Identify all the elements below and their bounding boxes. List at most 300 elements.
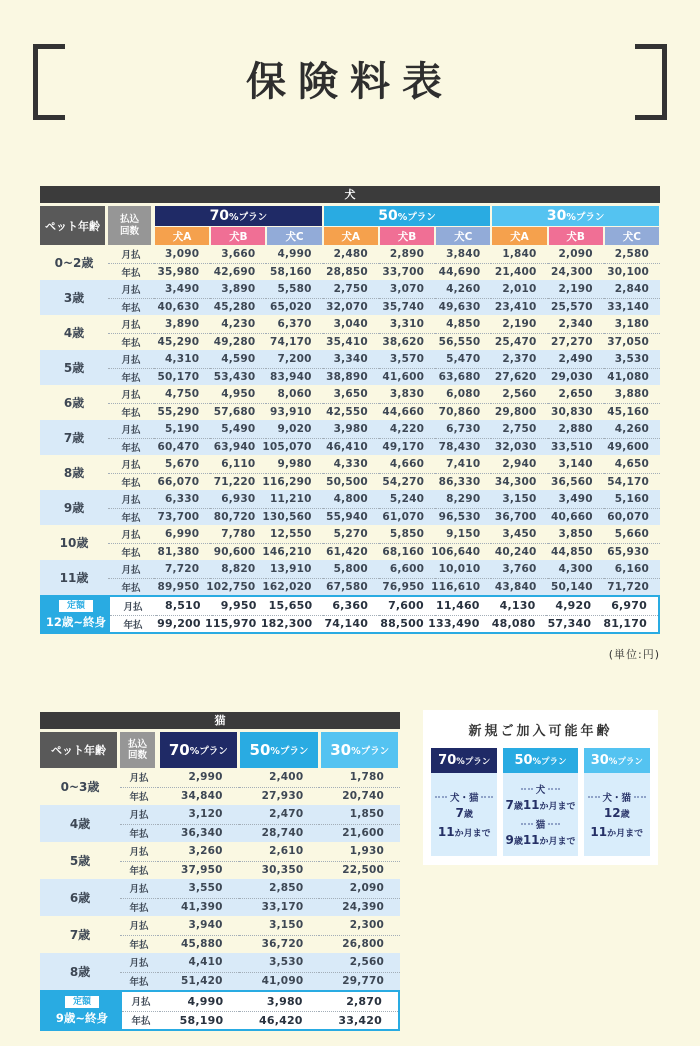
premium-value: 4,650 — [614, 457, 649, 470]
premium-value: 2,560 — [349, 956, 384, 969]
age-cell — [40, 916, 120, 953]
premium-value: 89,950 — [154, 578, 210, 596]
premium-value: 3,090 — [165, 247, 200, 260]
premium-value: 40,630 — [154, 298, 210, 316]
premium-value: 3,650 — [333, 387, 368, 400]
premium-value: 29,030 — [548, 368, 604, 386]
yearly-label: 年払 — [120, 972, 158, 991]
premium-value: 24,390 — [319, 898, 400, 917]
premium-value: 2,370 — [502, 352, 537, 365]
yearly-label: 年払 — [108, 263, 154, 281]
age-label: 4歳 — [63, 326, 85, 340]
premium-value: 2,480 — [333, 247, 368, 260]
premium-value: 43,840 — [491, 578, 547, 596]
dog-row — [40, 455, 660, 490]
age-label: 4歳 — [69, 817, 91, 831]
age-cell — [40, 245, 108, 280]
monthly-label: 月払 — [121, 249, 141, 261]
dog-table-header — [40, 206, 660, 245]
premium-value: 3,660 — [221, 247, 256, 260]
premium-value: 2,890 — [389, 247, 425, 260]
premium-value: 12,550 — [269, 527, 312, 540]
premium-value: 2,090 — [349, 882, 384, 895]
premium-value: 44,850 — [548, 543, 604, 561]
yearly-label: 年払 — [108, 508, 154, 526]
premium-value: 35,740 — [379, 298, 435, 316]
premium-value: 3,880 — [614, 387, 649, 400]
premium-value: 73,700 — [154, 508, 210, 526]
cat-row — [40, 953, 400, 990]
premium-value: 2,610 — [269, 845, 304, 858]
monthly-label: 月払 — [121, 494, 141, 506]
age-label: 9歳~終身 — [55, 1010, 109, 1025]
premium-value: 3,760 — [502, 562, 537, 575]
age-cell — [40, 420, 108, 455]
premium-value: 2,490 — [558, 352, 593, 365]
premium-value: 106,640 — [435, 543, 491, 561]
premium-value: 11,460 — [436, 599, 480, 613]
age-cell — [40, 560, 108, 595]
premium-value: 4,990 — [187, 994, 224, 1008]
bracket-right-decoration — [635, 44, 667, 120]
premium-value: 2,300 — [349, 919, 384, 932]
dog-subheader-50-犬C: 犬C — [436, 227, 490, 245]
premium-value: 11,210 — [269, 492, 312, 505]
cat-row — [40, 990, 400, 1031]
premium-value: 28,850 — [323, 263, 379, 281]
premium-value: 162,020 — [266, 578, 322, 596]
monthly-label: 月払 — [121, 284, 141, 296]
age-label: 3歳 — [63, 291, 85, 305]
premium-value: 6,370 — [277, 317, 312, 330]
dog-subheader-30-犬A: 犬A — [492, 227, 546, 245]
animal-label: 犬 — [521, 782, 561, 796]
premium-value: 105,070 — [266, 438, 322, 456]
premium-value: 44,660 — [379, 403, 435, 421]
premium-value: 65,930 — [604, 543, 660, 561]
dotted-divider — [548, 788, 560, 790]
premium-value: 33,140 — [604, 298, 660, 316]
premium-value: 76,950 — [379, 578, 435, 596]
age-cell — [42, 992, 122, 1029]
age-limit: 12歳 — [603, 806, 630, 820]
premium-value: 81,380 — [154, 543, 210, 561]
dog-row — [40, 280, 660, 315]
premium-value: 146,210 — [266, 543, 322, 561]
premium-value: 35,980 — [154, 263, 210, 281]
premium-value: 61,420 — [323, 543, 379, 561]
age-cell — [40, 879, 120, 916]
premium-value: 6,730 — [446, 422, 481, 435]
dog-plan-header-50: 50 %プラン — [324, 206, 491, 226]
premium-value: 38,620 — [379, 333, 435, 351]
yearly-label: 年払 — [120, 787, 158, 806]
premium-value: 1,780 — [349, 771, 384, 784]
premium-value: 133,490 — [435, 615, 491, 633]
dog-subheader-70-犬C: 犬C — [267, 227, 321, 245]
cat-row — [40, 842, 400, 879]
premium-value: 4,850 — [446, 317, 481, 330]
premium-value: 2,750 — [502, 422, 537, 435]
premium-value: 3,310 — [389, 317, 425, 330]
age-cell — [40, 525, 108, 560]
monthly-label: 月払 — [129, 773, 149, 785]
premium-value: 36,700 — [491, 508, 547, 526]
premium-value: 4,330 — [333, 457, 368, 470]
monthly-label: 月払 — [129, 810, 149, 822]
age-cell — [40, 768, 120, 805]
premium-value: 55,290 — [154, 403, 210, 421]
cat-table-body — [40, 768, 400, 1031]
premium-value: 25,470 — [491, 333, 547, 351]
premium-value: 13,910 — [269, 562, 312, 575]
premium-value: 8,290 — [446, 492, 481, 505]
premium-value: 33,420 — [319, 1011, 398, 1030]
age-limit: 9歳11か月まで — [505, 832, 576, 847]
premium-value: 41,390 — [158, 898, 239, 917]
premium-value: 3,260 — [188, 845, 223, 858]
animal-label: 犬・猫 — [588, 790, 647, 804]
yearly-label: 年払 — [108, 333, 154, 351]
premium-value: 2,470 — [269, 808, 304, 821]
premium-value: 44,690 — [435, 263, 491, 281]
premium-value: 6,990 — [165, 527, 200, 540]
cat-plan-header-30: 30 %プラン — [321, 732, 399, 768]
premium-value: 32,030 — [491, 438, 547, 456]
age-label: 8歳 — [63, 466, 85, 480]
premium-value: 8,510 — [164, 599, 201, 613]
premium-value: 4,660 — [389, 457, 425, 470]
age-label: 0~3歳 — [60, 780, 100, 794]
animal-label: 犬・猫 — [435, 790, 494, 804]
dog-price-table — [40, 186, 660, 662]
monthly-label: 月払 — [121, 389, 141, 401]
premium-value: 4,800 — [333, 492, 368, 505]
premium-value: 86,330 — [435, 473, 491, 491]
premium-value: 81,170 — [602, 615, 658, 633]
payment-count-header: 払込 回数 — [120, 732, 155, 768]
cat-row — [40, 916, 400, 953]
premium-value: 5,190 — [165, 422, 200, 435]
premium-value: 45,880 — [158, 935, 239, 954]
premium-value: 49,280 — [210, 333, 266, 351]
premium-value: 42,690 — [210, 263, 266, 281]
premium-value: 3,940 — [188, 919, 223, 932]
premium-value: 116,290 — [266, 473, 322, 491]
premium-value: 3,180 — [614, 317, 649, 330]
premium-value: 3,490 — [165, 282, 200, 295]
premium-value: 99,200 — [156, 615, 212, 633]
dotted-divider — [481, 796, 493, 798]
age-label: 8歳 — [69, 965, 91, 979]
premium-value: 8,060 — [277, 387, 312, 400]
premium-value: 9,150 — [446, 527, 481, 540]
premium-value: 41,080 — [604, 368, 660, 386]
monthly-label: 月払 — [129, 847, 149, 859]
eligibility-plan-header-70: 70 %プラン — [431, 748, 497, 773]
monthly-label: 月払 — [121, 424, 141, 436]
premium-value: 6,080 — [446, 387, 481, 400]
monthly-label: 月払 — [129, 884, 149, 896]
eligibility-body — [431, 773, 497, 856]
premium-value: 5,850 — [389, 527, 425, 540]
premium-value: 3,340 — [333, 352, 368, 365]
premium-value: 3,530 — [614, 352, 649, 365]
premium-value: 3,840 — [446, 247, 481, 260]
premium-value: 7,600 — [388, 599, 424, 613]
age-label: 9歳 — [63, 501, 85, 515]
premium-value: 35,410 — [323, 333, 379, 351]
dotted-divider — [548, 823, 560, 825]
premium-value: 1,840 — [502, 247, 537, 260]
premium-value: 15,650 — [268, 599, 313, 613]
premium-value: 2,340 — [558, 317, 593, 330]
premium-value: 3,980 — [333, 422, 368, 435]
premium-value: 27,620 — [491, 368, 547, 386]
age-cell — [40, 315, 108, 350]
animal-label: 猫 — [521, 817, 561, 831]
age-cell — [40, 280, 108, 315]
premium-value: 70,860 — [435, 403, 491, 421]
dog-table-body — [40, 245, 660, 634]
premium-value: 56,550 — [435, 333, 491, 351]
premium-value: 32,070 — [323, 298, 379, 316]
monthly-label: 月払 — [121, 319, 141, 331]
dog-row — [40, 595, 660, 634]
premium-value: 10,010 — [438, 562, 481, 575]
premium-value: 3,530 — [269, 956, 304, 969]
premium-value: 22,500 — [319, 861, 400, 880]
premium-value: 30,830 — [548, 403, 604, 421]
premium-value: 49,600 — [604, 438, 660, 456]
dotted-divider — [634, 796, 646, 798]
dog-row — [40, 315, 660, 350]
premium-value: 2,650 — [558, 387, 593, 400]
age-limit: 7歳 — [455, 806, 473, 820]
premium-value: 2,190 — [502, 317, 537, 330]
premium-value: 4,260 — [446, 282, 481, 295]
premium-value: 6,110 — [221, 457, 256, 470]
dog-row — [40, 525, 660, 560]
monthly-label: 月払 — [129, 921, 149, 933]
premium-value: 71,720 — [604, 578, 660, 596]
premium-value: 9,980 — [277, 457, 312, 470]
premium-value: 63,680 — [435, 368, 491, 386]
premium-value: 49,630 — [435, 298, 491, 316]
premium-value: 3,070 — [389, 282, 425, 295]
eligibility-body — [584, 773, 650, 856]
age-label: 10歳 — [59, 536, 89, 550]
premium-value: 7,780 — [221, 527, 256, 540]
pet-age-header: ペット年齢 — [40, 206, 105, 245]
premium-value: 5,490 — [221, 422, 256, 435]
premium-value: 33,170 — [239, 898, 320, 917]
dog-subheader-50-犬A: 犬A — [324, 227, 378, 245]
dog-plan-header-70: 70 %プラン — [155, 206, 322, 226]
monthly-label: 月払 — [123, 601, 143, 613]
age-cell — [40, 490, 108, 525]
premium-value: 49,170 — [379, 438, 435, 456]
dotted-divider — [435, 796, 447, 798]
dog-subheader-70-犬A: 犬A — [155, 227, 209, 245]
premium-value: 40,240 — [491, 543, 547, 561]
premium-value: 4,230 — [221, 317, 256, 330]
eligibility-plan-header-30: 30 %プラン — [584, 748, 650, 773]
fixed-rate-badge: 定額 — [59, 600, 93, 612]
premium-value: 36,560 — [548, 473, 604, 491]
eligibility-column-30 — [584, 748, 650, 856]
eligibility-title: 新規ご加入可能年齢 — [468, 724, 613, 739]
premium-value: 30,100 — [604, 263, 660, 281]
monthly-label: 月払 — [121, 564, 141, 576]
monthly-label: 月払 — [121, 354, 141, 366]
premium-value: 5,470 — [446, 352, 481, 365]
premium-value: 37,950 — [158, 861, 239, 880]
premium-value: 3,490 — [558, 492, 593, 505]
cat-row — [40, 768, 400, 805]
dog-subheader-30-犬C: 犬C — [605, 227, 659, 245]
premium-value: 2,880 — [558, 422, 593, 435]
premium-value: 41,090 — [239, 972, 320, 991]
premium-value: 61,070 — [379, 508, 435, 526]
age-label: 7歳 — [63, 431, 85, 445]
cat-table-header — [40, 732, 400, 768]
premium-value: 57,340 — [546, 615, 602, 633]
premium-value: 6,930 — [221, 492, 256, 505]
premium-value: 3,890 — [165, 317, 200, 330]
premium-value: 2,990 — [188, 771, 223, 784]
monthly-label: 月払 — [121, 459, 141, 471]
yearly-label: 年払 — [120, 824, 158, 843]
premium-value: 2,870 — [346, 994, 382, 1008]
premium-value: 1,930 — [349, 845, 384, 858]
premium-value: 45,290 — [154, 333, 210, 351]
premium-value: 6,160 — [614, 562, 649, 575]
premium-value: 83,940 — [266, 368, 322, 386]
premium-value: 23,410 — [491, 298, 547, 316]
premium-value: 130,560 — [266, 508, 322, 526]
premium-value: 2,090 — [558, 247, 593, 260]
premium-value: 74,170 — [266, 333, 322, 351]
premium-value: 115,970 — [212, 615, 268, 633]
premium-value: 3,570 — [389, 352, 425, 365]
cat-row — [40, 805, 400, 842]
premium-value: 50,500 — [323, 473, 379, 491]
premium-value: 4,920 — [555, 599, 592, 613]
premium-value: 2,400 — [269, 771, 304, 784]
dog-row — [40, 350, 660, 385]
dog-row — [40, 490, 660, 525]
premium-value: 116,610 — [435, 578, 491, 596]
premium-value: 33,510 — [548, 438, 604, 456]
premium-value: 2,850 — [269, 882, 304, 895]
dog-subheader-70-犬B: 犬B — [211, 227, 265, 245]
premium-value: 2,840 — [614, 282, 649, 295]
premium-value: 3,890 — [221, 282, 256, 295]
yearly-label: 年払 — [108, 543, 154, 561]
premium-value: 6,360 — [332, 599, 369, 613]
eligibility-plan-header-50: 50 %プラン — [503, 748, 577, 773]
premium-value: 7,720 — [165, 562, 200, 575]
premium-value: 5,580 — [277, 282, 312, 295]
premium-value: 54,270 — [379, 473, 435, 491]
dog-plan-header-30: 30 %プラン — [492, 206, 659, 226]
premium-value: 60,470 — [154, 438, 210, 456]
yearly-label: 年払 — [108, 403, 154, 421]
premium-value: 36,720 — [239, 935, 320, 954]
age-label: 5歳 — [63, 361, 85, 375]
premium-value: 3,450 — [502, 527, 537, 540]
premium-value: 4,590 — [221, 352, 256, 365]
premium-value: 29,800 — [491, 403, 547, 421]
age-limit: 7歳11か月まで — [505, 798, 576, 812]
age-label: 7歳 — [69, 928, 91, 942]
premium-value: 9,020 — [277, 422, 312, 435]
premium-value: 102,750 — [210, 578, 266, 596]
yearly-label: 年払 — [108, 368, 154, 386]
premium-value: 57,680 — [210, 403, 266, 421]
premium-value: 2,560 — [502, 387, 537, 400]
age-cell — [40, 953, 120, 990]
dog-row — [40, 385, 660, 420]
dog-row — [40, 560, 660, 595]
premium-value: 50,170 — [154, 368, 210, 386]
premium-value: 21,600 — [319, 824, 400, 843]
age-cell — [40, 805, 120, 842]
premium-value: 9,950 — [220, 599, 257, 613]
premium-value: 3,550 — [188, 882, 223, 895]
premium-value: 4,410 — [188, 956, 223, 969]
premium-value: 37,050 — [604, 333, 660, 351]
premium-value: 38,890 — [323, 368, 379, 386]
premium-value: 74,140 — [323, 615, 379, 633]
age-cell — [40, 385, 108, 420]
yearly-label: 年払 — [120, 935, 158, 954]
premium-value: 90,600 — [210, 543, 266, 561]
premium-value: 51,420 — [158, 972, 239, 991]
premium-value: 33,700 — [379, 263, 435, 281]
age-label: 5歳 — [69, 854, 91, 868]
cat-plan-header-50: 50 %プラン — [240, 732, 318, 768]
eligibility-column-70 — [431, 748, 497, 856]
premium-value: 55,940 — [323, 508, 379, 526]
premium-value: 7,200 — [277, 352, 312, 365]
age-label: 12歳~終身 — [45, 614, 107, 629]
dog-subheader-50-犬B: 犬B — [380, 227, 434, 245]
premium-value: 2,190 — [558, 282, 593, 295]
premium-value: 7,410 — [446, 457, 481, 470]
cat-price-table — [40, 712, 400, 1031]
dog-table-title: 犬 — [40, 186, 660, 203]
premium-value: 4,950 — [221, 387, 256, 400]
premium-value: 4,130 — [499, 599, 536, 613]
premium-value: 60,070 — [604, 508, 660, 526]
yearly-label: 年払 — [122, 1011, 160, 1030]
monthly-label: 月払 — [121, 529, 141, 541]
age-limit: 11か月まで — [437, 824, 491, 839]
premium-value: 45,280 — [210, 298, 266, 316]
monthly-label: 月払 — [131, 997, 151, 1009]
premium-value: 4,260 — [614, 422, 649, 435]
premium-value: 63,940 — [210, 438, 266, 456]
premium-value: 5,670 — [165, 457, 200, 470]
premium-value: 34,300 — [491, 473, 547, 491]
premium-value: 50,140 — [548, 578, 604, 596]
yearly-label: 年払 — [108, 473, 154, 491]
premium-value: 58,160 — [266, 263, 322, 281]
premium-value: 46,410 — [323, 438, 379, 456]
premium-value: 65,020 — [266, 298, 322, 316]
